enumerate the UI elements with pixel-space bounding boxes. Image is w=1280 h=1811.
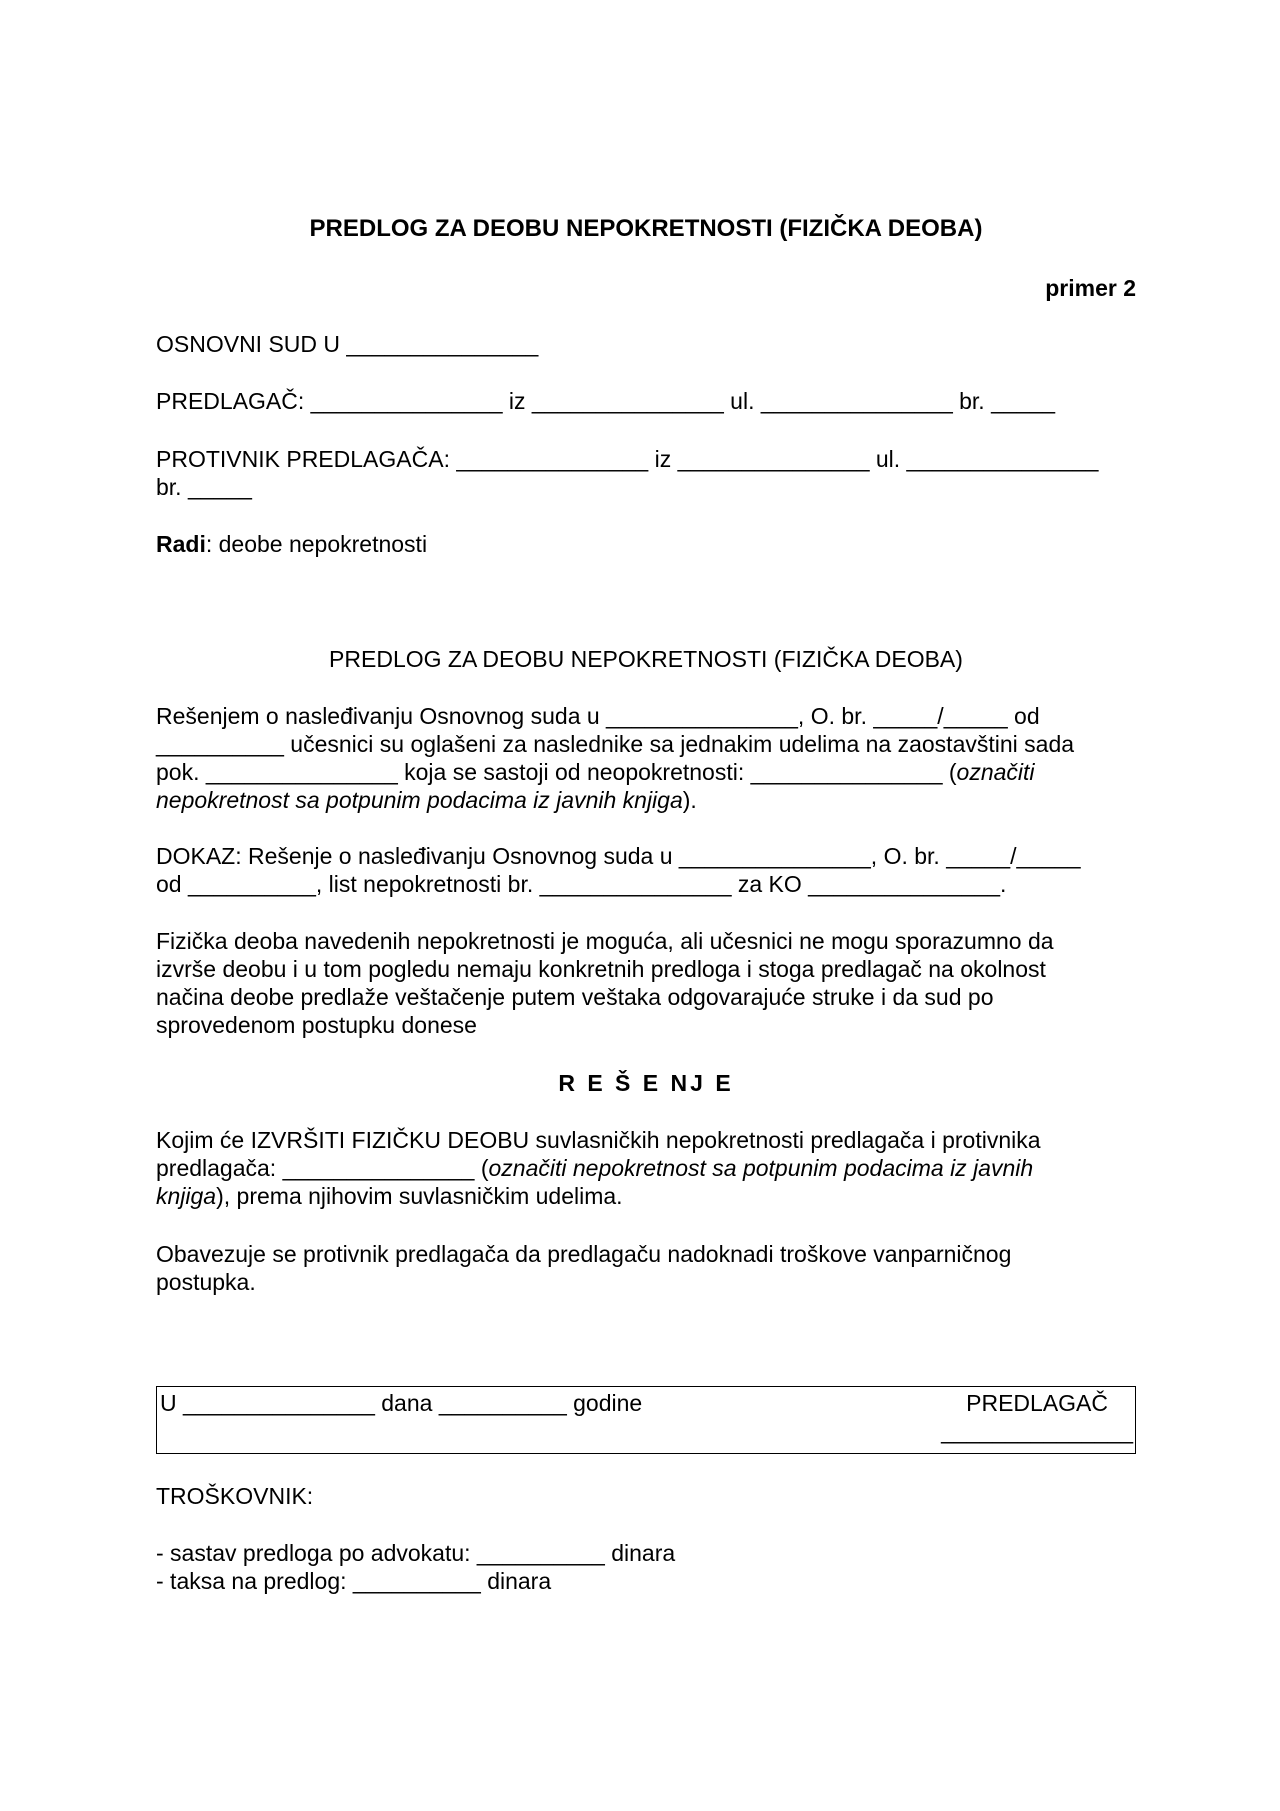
signer-block xyxy=(941,1389,1133,1445)
para1-line3 xyxy=(156,758,1136,786)
decision-line2-italic: označiti nepokretnost sa potpunim podacima iz javnih xyxy=(488,1155,1034,1181)
cost-list-item: - sastav predloga po advokatu: __________ dinara xyxy=(156,1540,676,1566)
applicant-line-text: PREDLAGAČ: _______________ iz _______________ ul. _______________ br. _____ xyxy=(156,388,1056,414)
cost-list xyxy=(156,1539,1136,1595)
para2-line4: sprovedenom postupku donese xyxy=(156,1012,477,1038)
proof-paragraph xyxy=(156,842,1136,898)
para1-line4-end: ). xyxy=(682,787,697,813)
decision-line3 xyxy=(156,1182,1136,1210)
applicant-line xyxy=(156,387,1136,415)
decision-paragraph xyxy=(156,1126,1136,1210)
decision-line2 xyxy=(156,1154,1136,1182)
costs-obligation-line1: Obavezuje se protivnik predlagača da predlagaču nadoknadi troškove vanparničnog xyxy=(156,1241,1012,1267)
para1-line3-italic: označiti xyxy=(956,759,1035,785)
para1-line2: __________ učesnici su oglašeni za naslednike sa jednakim udelima na zaostavštini sada xyxy=(156,731,1075,757)
costs-obligation-paragraph xyxy=(156,1240,1136,1296)
signature-box xyxy=(156,1386,1136,1454)
inheritance-paragraph xyxy=(156,702,1136,814)
subject-line xyxy=(156,530,1136,558)
para2-line3: načina deobe predlaže veštačenje putem veštaka odgovarajuće struke i da sud po xyxy=(156,984,994,1010)
radi-label: Radi xyxy=(156,531,206,557)
document-title: PREDLOG ZA DEOBU NEPOKRETNOSTI (FIZIČKA DEOBA) xyxy=(309,215,983,242)
para2-line1: Fizička deoba navedenih nepokretnosti je moguća, ali učesnici ne mogu sporazumno da xyxy=(156,928,1054,954)
para1-line4-italic: nepokretnost sa potpunim podacima iz javnih knjiga xyxy=(156,787,683,813)
court-line xyxy=(156,330,1136,358)
cost-list-heading-text: TROŠKOVNIK: xyxy=(156,1483,314,1509)
section-heading xyxy=(156,645,1136,673)
decision-line2-start: predlagača: _______________ ( xyxy=(156,1155,489,1181)
section-heading-text: PREDLOG ZA DEOBU NEPOKRETNOSTI (FIZIČKA DEOBA) xyxy=(329,646,963,672)
signer-label: PREDLAGAČ xyxy=(966,1390,1108,1416)
para2-line2: izvrše deobu i u tom pogledu nemaju konkretnih predloga i stoga predlagač na okolnost xyxy=(156,956,1046,982)
para1-line4 xyxy=(156,786,1136,814)
signer-line: _______________ xyxy=(941,1418,1133,1444)
opponent-block xyxy=(156,445,1136,501)
para1-line3-start: pok. _______________ koja se sastoji od neopokretnosti: _______________ ( xyxy=(156,759,957,785)
division-paragraph xyxy=(156,927,1136,1039)
proof-line1: DOKAZ: Rešenje o nasleđivanju Osnovnog suda u _______________, O. br. _____/_____ xyxy=(156,843,1081,869)
decision-line1: Kojim će IZVRŠITI FIZIČKU DEOBU suvlasničkih nepokretnosti predlagača i protivnika xyxy=(156,1127,1041,1153)
decision-line3-end: ), prema njihovim suvlasničkim udelima. xyxy=(216,1183,623,1209)
example-label: primer 2 xyxy=(1045,275,1136,301)
opponent-line-2: br. _____ xyxy=(156,474,252,500)
decision-line3-italic: knjiga xyxy=(156,1183,217,1209)
cost-list-item: - taksa na predlog: __________ dinara xyxy=(156,1568,552,1594)
decision-heading-text: R E Š E NJ E xyxy=(558,1070,734,1096)
cost-list-heading xyxy=(156,1482,1136,1510)
proof-line2: od __________, list nepokretnosti br. _______________ za KO _______________. xyxy=(156,871,1007,897)
radi-text: : deobe nepokretnosti xyxy=(205,531,428,557)
decision-heading xyxy=(156,1069,1136,1097)
place-date-line: U _______________ dana __________ godine xyxy=(160,1390,643,1416)
para1-line1: Rešenjem o nasleđivanju Osnovnog suda u _______________, O. br. _____/_____ od xyxy=(156,703,1040,729)
costs-obligation-line2: postupka. xyxy=(156,1269,256,1295)
court-line-text: OSNOVNI SUD U _______________ xyxy=(156,331,539,357)
opponent-line-1: PROTIVNIK PREDLAGAČA: _______________ iz _______________ ul. _______________ xyxy=(156,446,1099,472)
